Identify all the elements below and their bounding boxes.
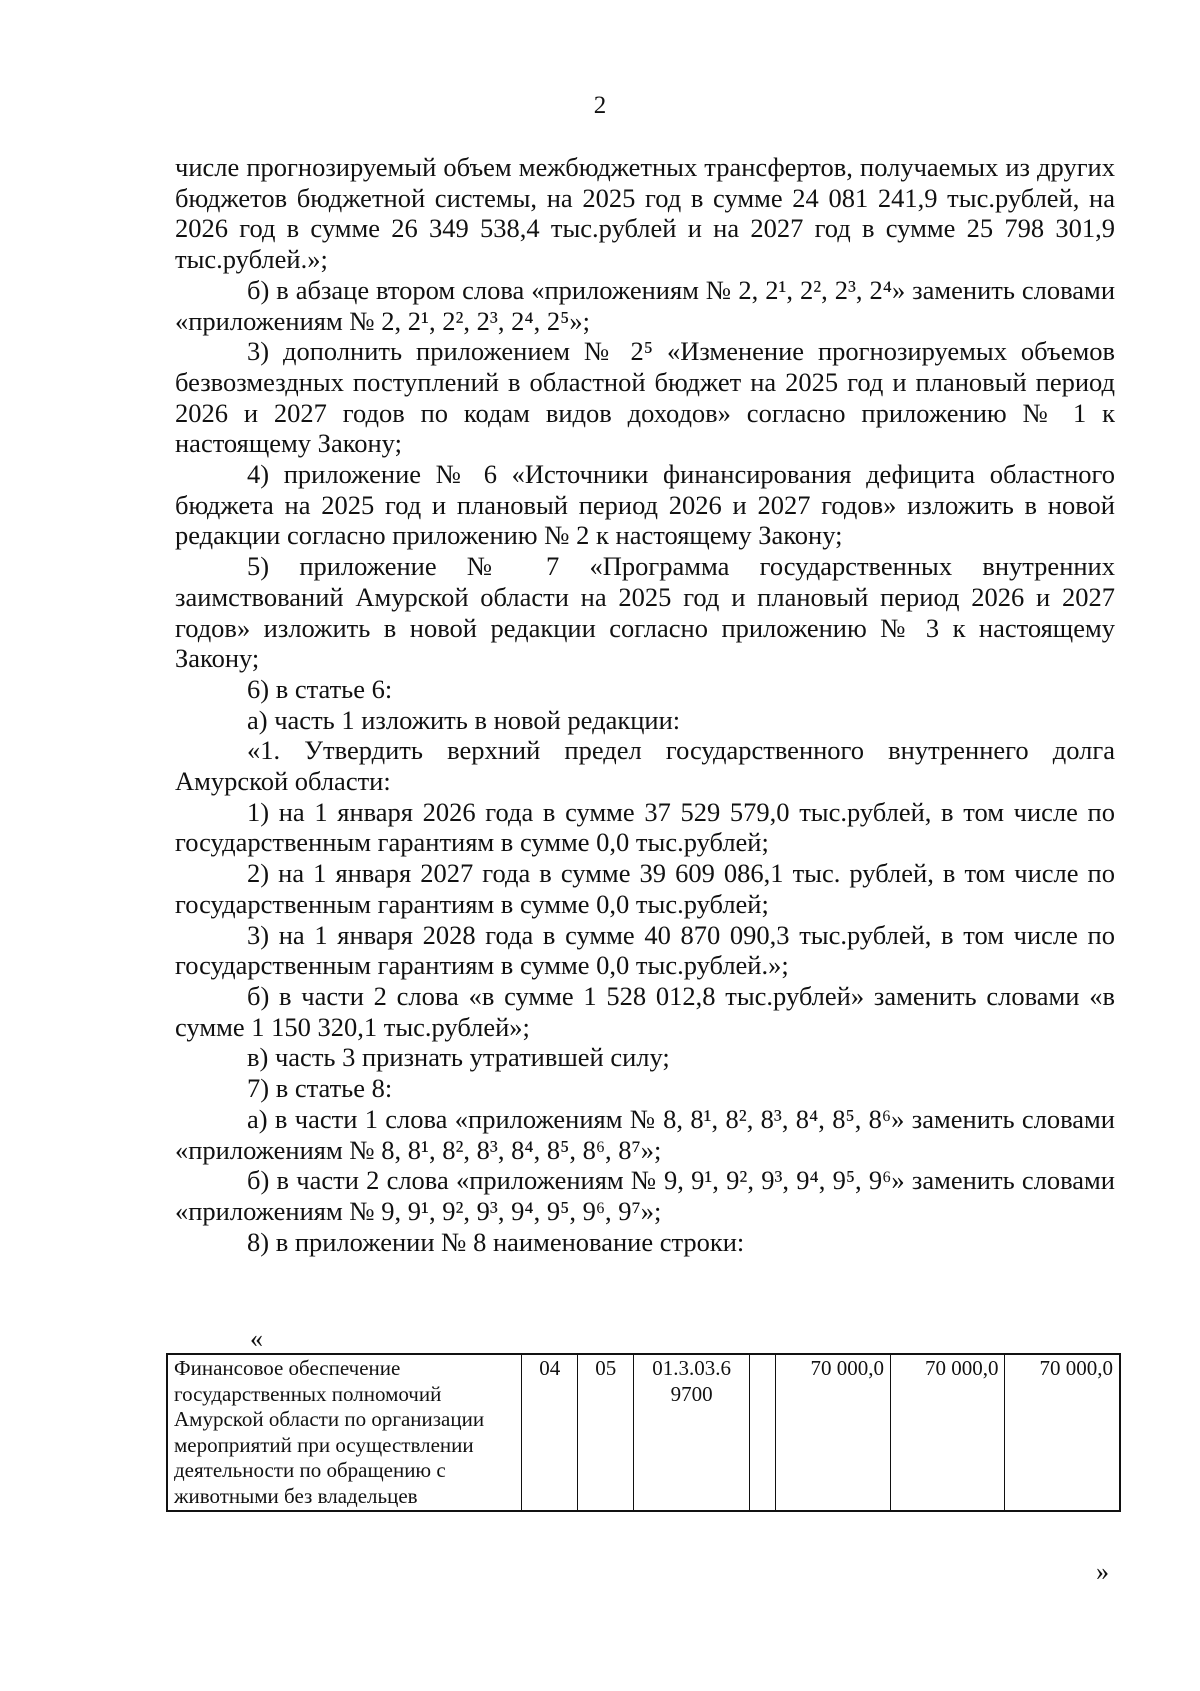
paragraph: б) в части 2 слова «в сумме 1 528 012,8 тыс.рублей» заменить словами «в сумме 1 150 320,1 тыс.рублей»; — [175, 980, 1115, 1042]
paragraph: 5) приложение № 7 «Программа государственных внутренних заимствований Амурской области на 2025 год и плановый период 2026 и 2027 годов» изложить в новой редакции согласно приложению № 3 к настоящему Закону; — [175, 551, 1115, 674]
budget-row-table — [166, 1353, 1121, 1512]
amount-2027-cell: 70 000,0 — [1005, 1354, 1120, 1511]
quote-open-mark: « — [250, 1324, 263, 1353]
paragraph: а) часть 1 изложить в новой редакции: — [247, 704, 681, 735]
paragraph: 4) приложение № 6 «Источники финансирования дефицита областного бюджета на 2025 год и плановый период 2026 и 2027 годов» изложить в новой редакции согласно приложению № 2 к настоящему Закону; — [175, 459, 1115, 551]
paragraph: «1. Утвердить верхний предел государственного внутреннего долга Амурской области: — [175, 735, 1115, 797]
paragraph: а) в части 1 слова «приложениям № 8, 8¹, 8², 8³, 8⁴, 8⁵, 8⁶» заменить словами «приложениям № 8, 8¹, 8², 8³, 8⁴, 8⁵, 8⁶, 8⁷»; — [175, 1103, 1115, 1165]
amount-2025-cell: 70 000,0 — [776, 1354, 890, 1511]
paragraph: 3) дополнить приложением № 2⁵ «Изменение прогнозируемых объемов безвозмездных поступлений в областной бюджет на 2025 год и плановый период 2026 и 2027 годов по кодам видов доходов» согласно приложению № 1 к настоящему Закону; — [175, 336, 1115, 459]
paragraph: 6) в статье 6: — [247, 673, 393, 704]
paragraph: 1) на 1 января 2026 года в сумме 37 529 579,0 тыс.рублей, в том числе по государственным гарантиям в сумме 0,0 тыс.рублей; — [175, 796, 1115, 858]
paragraph: 2) на 1 января 2027 года в сумме 39 609 086,1 тыс. рублей, в том числе по государственным гарантиям в сумме 0,0 тыс.рублей; — [175, 858, 1115, 919]
paragraph: 7) в статье 8: — [247, 1073, 393, 1104]
subsection-code-cell: 05 — [578, 1354, 634, 1511]
section-code-cell: 04 — [522, 1354, 578, 1511]
paragraph: 3) на 1 января 2028 года в сумме 40 870 090,3 тыс.рублей, в том числе по государственным гарантиям в сумме 0,0 тыс.рублей.»; — [175, 919, 1115, 981]
page-number: 2 — [593, 92, 607, 119]
expense-type-cell — [750, 1354, 776, 1511]
quote-close-mark: » — [1096, 1557, 1109, 1586]
target-code-cell: 01.3.03.6 9700 — [634, 1354, 750, 1511]
paragraph: в) часть 3 признать утратившей силу; — [247, 1042, 670, 1073]
body-text — [175, 152, 1115, 1257]
table-row — [167, 1354, 1120, 1511]
paragraph: б) в абзаце втором слова «приложениям № 2, 2¹, 2², 2³, 2⁴» заменить словами «приложениям № 2, 2¹, 2², 2³, 2⁴, 2⁵»; — [175, 274, 1115, 336]
paragraph: 8) в приложении № 8 наименование строки: — [247, 1226, 745, 1257]
paragraph: б) в части 2 слова «приложениям № 9, 9¹, 9², 9³, 9⁴, 9⁵, 9⁶» заменить словами «приложениям № 9, 9¹, 9², 9³, 9⁴, 9⁵, 9⁶, 9⁷»; — [175, 1165, 1115, 1226]
paragraph: числе прогнозируемый объем межбюджетных трансфертов, получаемых из других бюджетов бюджетной системы, на 2025 год в сумме 24 081 241,9 тыс.рублей, на 2026 год в сумме 26 349 538,4 тыс.рублей и на 2027 год в сумме 25 798 301,9 тыс.рублей.»; — [175, 152, 1115, 275]
amount-2026-cell: 70 000,0 — [890, 1354, 1004, 1511]
row-name-cell: Финансовое обеспечение государственных полномочий Амурской области по организации мероприятий при осуществлении деятельности по обращению с животными без владельцев — [167, 1354, 522, 1511]
